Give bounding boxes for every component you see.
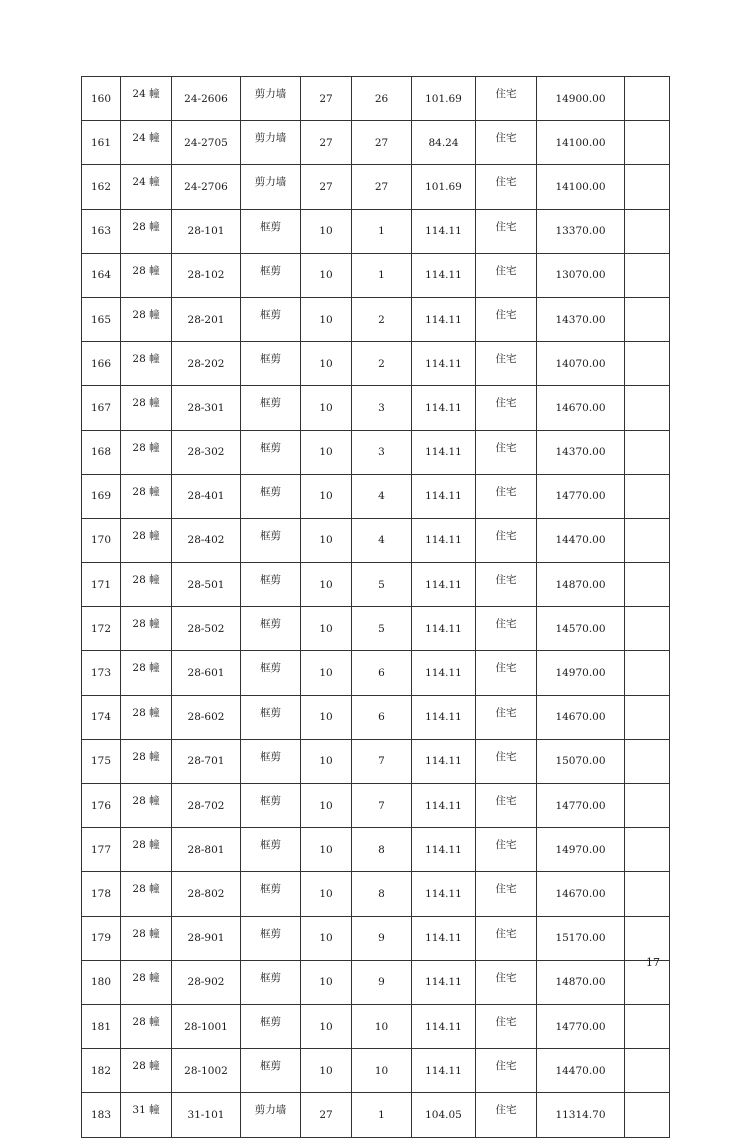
- cell-area: 114.11: [412, 209, 476, 253]
- cell-room: 31-101: [172, 1093, 241, 1137]
- table-row: [82, 342, 670, 386]
- cell-price: 14670.00: [537, 872, 625, 916]
- cell-structure: 框剪: [241, 607, 301, 651]
- cell-remark: [625, 916, 670, 960]
- cell-building: 28 幢: [121, 739, 172, 783]
- cell-area: 84.24: [412, 121, 476, 165]
- cell-remark: [625, 872, 670, 916]
- cell-use: 住宅: [476, 1093, 537, 1137]
- cell-floor: 1: [352, 1093, 412, 1137]
- cell-area: 114.11: [412, 342, 476, 386]
- cell-use: 住宅: [476, 872, 537, 916]
- cell-area: 114.11: [412, 784, 476, 828]
- table-row: [82, 297, 670, 341]
- cell-building: 28 幢: [121, 518, 172, 562]
- cell-room: 28-901: [172, 916, 241, 960]
- cell-remark: [625, 1093, 670, 1137]
- cell-use: 住宅: [476, 474, 537, 518]
- cell-price: 14670.00: [537, 386, 625, 430]
- cell-remark: [625, 297, 670, 341]
- cell-use: 住宅: [476, 297, 537, 341]
- table-row: [82, 607, 670, 651]
- table-row: [82, 386, 670, 430]
- cell-room: 24-2606: [172, 77, 241, 121]
- table-row: [82, 121, 670, 165]
- table-row: [82, 77, 670, 121]
- cell-price: 14770.00: [537, 1004, 625, 1048]
- cell-no: 162: [82, 165, 121, 209]
- cell-floor: 4: [352, 474, 412, 518]
- cell-floor: 7: [352, 784, 412, 828]
- cell-floor: 3: [352, 430, 412, 474]
- cell-structure: 框剪: [241, 1004, 301, 1048]
- table-row: [82, 960, 670, 1004]
- cell-structure: 框剪: [241, 828, 301, 872]
- cell-use: 住宅: [476, 651, 537, 695]
- cell-total-floors: 10: [301, 1049, 352, 1093]
- cell-room: 28-101: [172, 209, 241, 253]
- cell-remark: [625, 739, 670, 783]
- cell-price: 14100.00: [537, 121, 625, 165]
- cell-total-floors: 10: [301, 739, 352, 783]
- cell-room: 28-602: [172, 695, 241, 739]
- cell-floor: 8: [352, 828, 412, 872]
- cell-area: 114.11: [412, 828, 476, 872]
- cell-room: 28-701: [172, 739, 241, 783]
- cell-remark: [625, 386, 670, 430]
- cell-structure: 剪力墙: [241, 121, 301, 165]
- cell-total-floors: 10: [301, 607, 352, 651]
- cell-price: 14870.00: [537, 960, 625, 1004]
- cell-no: 163: [82, 209, 121, 253]
- cell-structure: 框剪: [241, 563, 301, 607]
- table-body: [82, 77, 670, 1138]
- cell-price: 14770.00: [537, 474, 625, 518]
- cell-price: 13070.00: [537, 253, 625, 297]
- table-row: [82, 1093, 670, 1137]
- cell-price: 14470.00: [537, 1049, 625, 1093]
- cell-use: 住宅: [476, 209, 537, 253]
- cell-structure: 框剪: [241, 253, 301, 297]
- cell-no: 180: [82, 960, 121, 1004]
- cell-price: 11314.70: [537, 1093, 625, 1137]
- cell-no: 174: [82, 695, 121, 739]
- table-row: [82, 651, 670, 695]
- cell-price: 15170.00: [537, 916, 625, 960]
- cell-use: 住宅: [476, 386, 537, 430]
- cell-structure: 框剪: [241, 430, 301, 474]
- cell-area: 114.11: [412, 739, 476, 783]
- cell-area: 114.11: [412, 297, 476, 341]
- cell-room: 24-2705: [172, 121, 241, 165]
- cell-building: 28 幢: [121, 209, 172, 253]
- cell-area: 114.11: [412, 563, 476, 607]
- cell-building: 28 幢: [121, 386, 172, 430]
- cell-area: 114.11: [412, 916, 476, 960]
- cell-total-floors: 10: [301, 872, 352, 916]
- cell-total-floors: 10: [301, 828, 352, 872]
- cell-total-floors: 10: [301, 563, 352, 607]
- price-table: [81, 76, 670, 1138]
- cell-price: 14470.00: [537, 518, 625, 562]
- cell-structure: 框剪: [241, 872, 301, 916]
- cell-floor: 10: [352, 1049, 412, 1093]
- cell-building: 28 幢: [121, 342, 172, 386]
- cell-no: 177: [82, 828, 121, 872]
- table-row: [82, 872, 670, 916]
- cell-total-floors: 27: [301, 1093, 352, 1137]
- cell-no: 173: [82, 651, 121, 695]
- cell-total-floors: 10: [301, 297, 352, 341]
- cell-no: 171: [82, 563, 121, 607]
- cell-area: 114.11: [412, 430, 476, 474]
- cell-structure: 框剪: [241, 1049, 301, 1093]
- cell-structure: 框剪: [241, 651, 301, 695]
- cell-area: 114.11: [412, 651, 476, 695]
- cell-room: 28-301: [172, 386, 241, 430]
- cell-building: 28 幢: [121, 563, 172, 607]
- cell-total-floors: 10: [301, 386, 352, 430]
- cell-use: 住宅: [476, 1049, 537, 1093]
- cell-total-floors: 10: [301, 209, 352, 253]
- table-row: [82, 784, 670, 828]
- cell-total-floors: 27: [301, 77, 352, 121]
- cell-no: 168: [82, 430, 121, 474]
- cell-floor: 3: [352, 386, 412, 430]
- cell-total-floors: 27: [301, 165, 352, 209]
- cell-room: 28-702: [172, 784, 241, 828]
- cell-structure: 框剪: [241, 209, 301, 253]
- cell-no: 182: [82, 1049, 121, 1093]
- cell-use: 住宅: [476, 518, 537, 562]
- cell-remark: [625, 518, 670, 562]
- cell-floor: 6: [352, 695, 412, 739]
- cell-use: 住宅: [476, 695, 537, 739]
- cell-room: 28-801: [172, 828, 241, 872]
- cell-use: 住宅: [476, 607, 537, 651]
- table-row: [82, 165, 670, 209]
- cell-area: 114.11: [412, 253, 476, 297]
- cell-remark: [625, 1049, 670, 1093]
- cell-building: 28 幢: [121, 916, 172, 960]
- cell-room: 28-501: [172, 563, 241, 607]
- cell-building: 28 幢: [121, 297, 172, 341]
- cell-total-floors: 10: [301, 960, 352, 1004]
- cell-price: 14970.00: [537, 651, 625, 695]
- cell-building: 24 幢: [121, 77, 172, 121]
- table-row: [82, 474, 670, 518]
- cell-use: 住宅: [476, 253, 537, 297]
- cell-remark: [625, 253, 670, 297]
- cell-remark: [625, 209, 670, 253]
- cell-building: 24 幢: [121, 121, 172, 165]
- cell-no: 181: [82, 1004, 121, 1048]
- cell-building: 31 幢: [121, 1093, 172, 1137]
- cell-floor: 2: [352, 342, 412, 386]
- cell-use: 住宅: [476, 563, 537, 607]
- cell-price: 15070.00: [537, 739, 625, 783]
- cell-room: 28-402: [172, 518, 241, 562]
- cell-structure: 框剪: [241, 916, 301, 960]
- cell-room: 28-401: [172, 474, 241, 518]
- cell-use: 住宅: [476, 916, 537, 960]
- cell-structure: 框剪: [241, 342, 301, 386]
- table-row: [82, 739, 670, 783]
- cell-building: 24 幢: [121, 165, 172, 209]
- cell-price: 14900.00: [537, 77, 625, 121]
- cell-total-floors: 10: [301, 695, 352, 739]
- cell-floor: 27: [352, 121, 412, 165]
- cell-total-floors: 10: [301, 253, 352, 297]
- cell-building: 28 幢: [121, 828, 172, 872]
- cell-floor: 7: [352, 739, 412, 783]
- cell-no: 166: [82, 342, 121, 386]
- table-row: [82, 1049, 670, 1093]
- cell-room: 28-1002: [172, 1049, 241, 1093]
- cell-floor: 5: [352, 563, 412, 607]
- cell-area: 114.11: [412, 695, 476, 739]
- cell-no: 165: [82, 297, 121, 341]
- cell-total-floors: 10: [301, 518, 352, 562]
- cell-structure: 框剪: [241, 739, 301, 783]
- cell-room: 28-302: [172, 430, 241, 474]
- cell-floor: 4: [352, 518, 412, 562]
- page-number: 17: [646, 956, 660, 969]
- table-row: [82, 518, 670, 562]
- cell-no: 169: [82, 474, 121, 518]
- cell-price: 13370.00: [537, 209, 625, 253]
- cell-remark: [625, 563, 670, 607]
- cell-floor: 27: [352, 165, 412, 209]
- cell-building: 28 幢: [121, 784, 172, 828]
- cell-room: 28-102: [172, 253, 241, 297]
- cell-no: 179: [82, 916, 121, 960]
- cell-price: 14770.00: [537, 784, 625, 828]
- cell-remark: [625, 342, 670, 386]
- cell-total-floors: 10: [301, 430, 352, 474]
- cell-room: 28-202: [172, 342, 241, 386]
- cell-remark: [625, 784, 670, 828]
- cell-use: 住宅: [476, 784, 537, 828]
- cell-area: 114.11: [412, 960, 476, 1004]
- table-row: [82, 209, 670, 253]
- cell-remark: [625, 77, 670, 121]
- cell-price: 14370.00: [537, 297, 625, 341]
- cell-area: 114.11: [412, 1004, 476, 1048]
- cell-use: 住宅: [476, 1004, 537, 1048]
- cell-total-floors: 27: [301, 121, 352, 165]
- cell-floor: 1: [352, 253, 412, 297]
- cell-room: 28-502: [172, 607, 241, 651]
- cell-use: 住宅: [476, 828, 537, 872]
- cell-structure: 框剪: [241, 518, 301, 562]
- cell-building: 28 幢: [121, 695, 172, 739]
- cell-use: 住宅: [476, 121, 537, 165]
- cell-no: 183: [82, 1093, 121, 1137]
- cell-total-floors: 10: [301, 784, 352, 828]
- cell-structure: 框剪: [241, 960, 301, 1004]
- cell-remark: [625, 165, 670, 209]
- cell-structure: 框剪: [241, 297, 301, 341]
- cell-structure: 剪力墙: [241, 1093, 301, 1137]
- cell-use: 住宅: [476, 430, 537, 474]
- cell-use: 住宅: [476, 77, 537, 121]
- cell-structure: 框剪: [241, 386, 301, 430]
- cell-remark: [625, 607, 670, 651]
- cell-no: 161: [82, 121, 121, 165]
- cell-price: 14100.00: [537, 165, 625, 209]
- cell-structure: 框剪: [241, 784, 301, 828]
- cell-room: 28-201: [172, 297, 241, 341]
- cell-total-floors: 10: [301, 651, 352, 695]
- cell-building: 28 幢: [121, 430, 172, 474]
- table-row: [82, 828, 670, 872]
- cell-structure: 剪力墙: [241, 165, 301, 209]
- cell-no: 160: [82, 77, 121, 121]
- cell-remark: [625, 651, 670, 695]
- cell-building: 28 幢: [121, 1004, 172, 1048]
- table-row: [82, 916, 670, 960]
- cell-no: 175: [82, 739, 121, 783]
- cell-no: 167: [82, 386, 121, 430]
- table-row: [82, 563, 670, 607]
- cell-price: 14870.00: [537, 563, 625, 607]
- cell-building: 28 幢: [121, 872, 172, 916]
- cell-area: 114.11: [412, 386, 476, 430]
- cell-room: 28-802: [172, 872, 241, 916]
- cell-remark: [625, 430, 670, 474]
- table-row: [82, 253, 670, 297]
- cell-area: 101.69: [412, 77, 476, 121]
- cell-floor: 10: [352, 1004, 412, 1048]
- cell-price: 14570.00: [537, 607, 625, 651]
- cell-room: 24-2706: [172, 165, 241, 209]
- cell-floor: 1: [352, 209, 412, 253]
- cell-remark: [625, 121, 670, 165]
- cell-building: 28 幢: [121, 474, 172, 518]
- cell-no: 178: [82, 872, 121, 916]
- cell-remark: [625, 695, 670, 739]
- cell-total-floors: 10: [301, 342, 352, 386]
- cell-price: 14670.00: [537, 695, 625, 739]
- cell-area: 114.11: [412, 607, 476, 651]
- cell-floor: 8: [352, 872, 412, 916]
- table-row: [82, 1004, 670, 1048]
- cell-area: 104.05: [412, 1093, 476, 1137]
- cell-area: 101.69: [412, 165, 476, 209]
- cell-room: 28-902: [172, 960, 241, 1004]
- table-row: [82, 430, 670, 474]
- cell-room: 28-601: [172, 651, 241, 695]
- cell-total-floors: 10: [301, 916, 352, 960]
- cell-no: 164: [82, 253, 121, 297]
- cell-floor: 26: [352, 77, 412, 121]
- cell-room: 28-1001: [172, 1004, 241, 1048]
- cell-no: 172: [82, 607, 121, 651]
- cell-price: 14970.00: [537, 828, 625, 872]
- cell-floor: 9: [352, 960, 412, 1004]
- cell-structure: 剪力墙: [241, 77, 301, 121]
- cell-area: 114.11: [412, 518, 476, 562]
- cell-area: 114.11: [412, 1049, 476, 1093]
- cell-no: 170: [82, 518, 121, 562]
- cell-structure: 框剪: [241, 474, 301, 518]
- cell-use: 住宅: [476, 960, 537, 1004]
- cell-no: 176: [82, 784, 121, 828]
- cell-total-floors: 10: [301, 1004, 352, 1048]
- cell-building: 28 幢: [121, 253, 172, 297]
- cell-use: 住宅: [476, 739, 537, 783]
- cell-building: 28 幢: [121, 607, 172, 651]
- cell-floor: 5: [352, 607, 412, 651]
- cell-area: 114.11: [412, 872, 476, 916]
- cell-building: 28 幢: [121, 960, 172, 1004]
- cell-use: 住宅: [476, 165, 537, 209]
- cell-price: 14070.00: [537, 342, 625, 386]
- cell-area: 114.11: [412, 474, 476, 518]
- cell-floor: 6: [352, 651, 412, 695]
- cell-remark: [625, 474, 670, 518]
- cell-price: 14370.00: [537, 430, 625, 474]
- cell-building: 28 幢: [121, 1049, 172, 1093]
- cell-building: 28 幢: [121, 651, 172, 695]
- cell-structure: 框剪: [241, 695, 301, 739]
- cell-use: 住宅: [476, 342, 537, 386]
- cell-remark: [625, 828, 670, 872]
- table-row: [82, 695, 670, 739]
- cell-remark: [625, 1004, 670, 1048]
- cell-floor: 2: [352, 297, 412, 341]
- cell-floor: 9: [352, 916, 412, 960]
- cell-total-floors: 10: [301, 474, 352, 518]
